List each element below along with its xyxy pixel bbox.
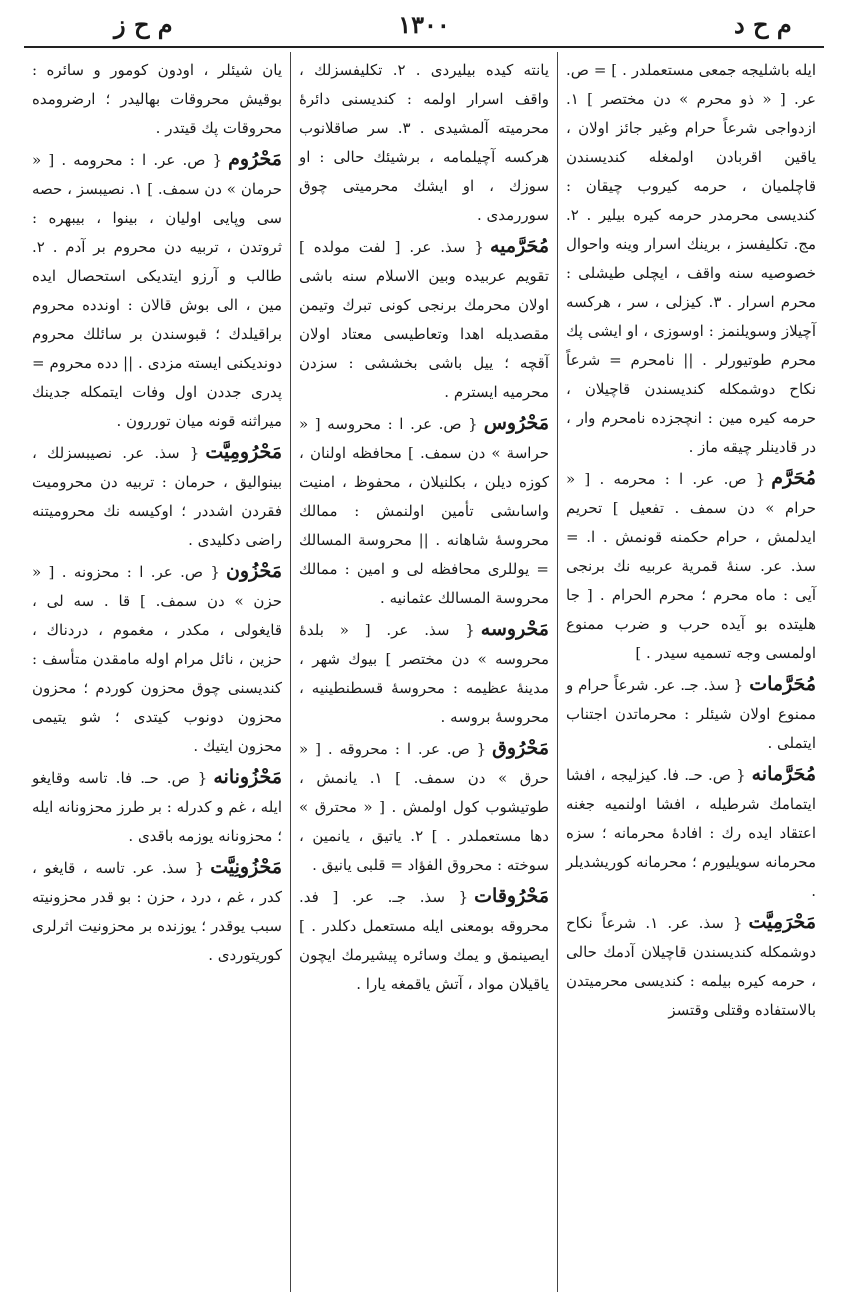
header-rule (24, 46, 824, 48)
entry-headword: مُحَرَّميه (489, 235, 549, 257)
entry-definition: { ص. عر. ا : محروقه . [ « حرق » دن سمف. ] ١. يانمش ، طوتيشوب كول اولمش . [ « محترق » دها مستعملدر . ] ٢. ياتيق ، يانمين ، سوخته : محروق الفؤاد = قلبى يانيق . (299, 740, 549, 874)
entry-definition: { ص. عر. ا : محزونه . [ « حزن » دن سمف. ] قا . سه لى ، قايغولى ، مكدر ، مغموم ، دردناك ، حزين ، نائل مرام اوله مامقدن متأسف : كنديسنى چوق محزون كوردم ؛ محزون محزون دونوب كيتدى ؛ شو يتيمى محزون ايتيك . (32, 563, 282, 755)
dictionary-entry (299, 882, 549, 999)
dictionary-entry (32, 145, 282, 436)
dictionary-entry (32, 438, 282, 555)
column-left (24, 52, 291, 1292)
entry-headword: مُحَرَّمانه (751, 763, 816, 785)
entry-definition: { سذ. عر. تاسه ، قايغو ، كدر ، غم ، درد ، حزن : بو قدر محزونيته سبب يوقدر ؛ يوزنده بر محزونيت اثرلرى كوريتوردى . (32, 859, 282, 964)
entry-headword: مَحْزُونانه (213, 766, 282, 788)
dictionary-entry (299, 734, 549, 880)
dictionary-entry (566, 908, 816, 1025)
running-head-right: م ح د (734, 10, 792, 39)
dictionary-entry (566, 760, 816, 906)
entry-headword: مَحْروسه (480, 618, 549, 640)
column-right (558, 52, 824, 1292)
entry-headword: مَحْرُوق (492, 737, 549, 759)
entry-headword: مَحْرُومِيَّت (205, 441, 282, 463)
entry-definition: { سذ. جـ. عر. شرعاً حرام و ممنوع اولان شيئلر : محرماتدن اجتناب ايتملى . (566, 676, 816, 752)
entry-definition: { ص. حـ. فا. تاسه وقايغو ايله ، غم و كدرله : بر طرز محزونانه ايله ؛ محزونانه يوزمه باقدى . (32, 769, 282, 845)
dictionary-entry (566, 56, 816, 462)
entry-headword: مَحْرُوس (483, 412, 549, 434)
entry-headword: مَحْزُونِيَّت (210, 856, 282, 878)
entry-headword: مُحَرَّم (771, 467, 816, 489)
dictionary-entry (299, 232, 549, 407)
entry-headword: مَحْرُوم (228, 148, 282, 170)
entry-definition: { سذ. عر. نصيبسزلك ، بينواليق ، حرمان : تربيه دن محروميت فقردن اشددر ؛ اوكيسه نك محروميتنه راضى دكليدى . (32, 444, 282, 549)
entry-definition: ايله باشليجه جمعى مستعملدر . ] = ص. عر. [ « ذو محرم » دن مختصر ] ١. ازدواجى شرعاً حرام وغير جائز اولان ، ياقين اقربادن اولمغله كنديسندن قاچلميان ، حرمه كيروب چيقان : كنديسى محرمدر حرمه كيره بيلير . ٢. مج. تكليفسز ، برينك اسرار وينه واحوال خصوصيه سنه واقف ، ايچلى طيشلى : محرم اسرار . ٣. كيزلى ، سر ، هركسه آچيلاز وسويلنمز : اوسوزى ، او ايشى پك محرم طوتيورلر . || نامحرم = شرعاً نكاح دوشمكله كنديسندن قاچيلان ، حرمه كيره مين : انچجزده نامحرم وار ، در قادينلر چيقه ماز . (566, 61, 816, 456)
dictionary-entry (32, 763, 282, 851)
entry-headword: مَحْرَمِيَّت (748, 911, 816, 933)
dictionary-columns (24, 52, 824, 1292)
entry-definition: يان شيئلر ، اودون كومور و سائره : بوقيش محروقات بهاليدر ؛ ارضرومده محروقات پك قيتدر . (32, 61, 282, 137)
entry-definition: { ص. عر. ا : محروسه [ « حراسة » دن سمف. ] محافظه اولنان ، كوزه ديلن ، بكلنيلان ، محفوظ ، امنيت واساىشى تأمين اولنمش : ممالك محروسهٔ شاهانه . || محروسة المسالك = يوللرى محافظه لى و امين : ممالك محروسة المسالك عثمانيه . (299, 415, 549, 607)
dictionary-entry (32, 853, 282, 970)
dictionary-entry (299, 615, 549, 732)
dictionary-entry (566, 670, 816, 758)
entry-definition: { سذ. عر. [ لفت مولده ] تقويم عربيده وبين الاسلام سنه باشى اولان محرمك برنجى كونى تبرك وتيمن مقصديله اهدا وتعاطيسى معتاد اولان آقچه ؛ ييل باشى بخششى : سزدن محرميه ايسترم . (299, 238, 549, 401)
entry-headword: مُحَرَّمات (749, 673, 816, 695)
dictionary-entry (566, 464, 816, 668)
page-header (24, 6, 824, 46)
dictionary-entry (299, 409, 549, 613)
entry-definition: { ص. حـ. فا. كيزليجه ، افشا ايتمامك شرطيله ، افشا اولنميه جغنه اعتقاد ايده رك : افادهٔ محرمانه ؛ سزه محرمانه سويليورم ؛ محرمانه كوريشديلر . (566, 766, 816, 900)
column-middle (291, 52, 558, 1292)
entry-definition: { سذ. جـ. عر. [ فد. محروقه بومعنى ايله مستعمل دكلدر . ] ايصينمق و يمك وسائره پيشيرمك ايچون ياقيلان مواد ، آتش ياقمغه يارا . (299, 888, 549, 993)
dictionary-entry (32, 557, 282, 761)
entry-definition: { ص. عر. ا : محرمه . [ « حرام » دن سمف . تفعيل ] تحريم ايدلمش ، حرام حكمنه قونمش . ا. = سذ. عر. سنهٔ قمرية عربيه نك برنجى آيى : ماه محرم ؛ محرم الحرام . [ جا هليتده بو آيده حرب و ضرب ممنوع اولمسى وجه تسميه سيدر . ] (566, 470, 816, 662)
entry-definition: { ص. عر. ا : محرومه . [ « حرمان » دن سمف. ] ١. نصيبسز ، حصه سى وپايى اوليان ، بينوا ، بيبهره : ثروتدن ، تربيه دن محروم بر آدم . ٢. طالب و آرزو ايتديكى استحصال ايده مين ، الى بوش قالان : اوندده محروم براقيلدك ؛ قبوسندن بر سائلك محروم دونديكنى ايسته مزدى . || دده محروم = پدرى جددن اول وفات ايتمكله جدينك ميراثنه قونه ميان توررون . (32, 151, 282, 430)
dictionary-entry (32, 56, 282, 143)
entry-definition: { سذ. عر. ١. شرعاً نكاح دوشمكله كنديسندن قاچيلان آدمك حالى ، حرمه كيره بيلمه : كنديسى محرميتدن بالاستفاده وقتلى وقتسز (566, 914, 816, 1019)
entry-headword: مَحْرُوقات (474, 885, 549, 907)
running-head-left: م ح ز (114, 10, 173, 39)
entry-definition: { سذ. عر. [ « بلدهٔ محروسه » دن مختصر ] بيوك شهر ، مدينهٔ عظيمه : محروسهٔ قسطنطينيه ، محروسهٔ بروسه . (299, 621, 549, 726)
page-number: ١٣٠٠ (398, 10, 450, 39)
entry-headword: مَحْزُون (225, 560, 282, 582)
entry-definition: يانته كيده بيليردى . ٢. تكليفسزلك ، واقف اسرار اولمه : كنديسنى دائرهٔ محرميته آلمشيدى . ٣. سر صاقلانوب هركسه آچيلمامه ، برشيئك حالى : او سوزك ، او ايشك محرميتى چوق سوررمدى . (299, 61, 549, 224)
dictionary-entry (299, 56, 549, 230)
